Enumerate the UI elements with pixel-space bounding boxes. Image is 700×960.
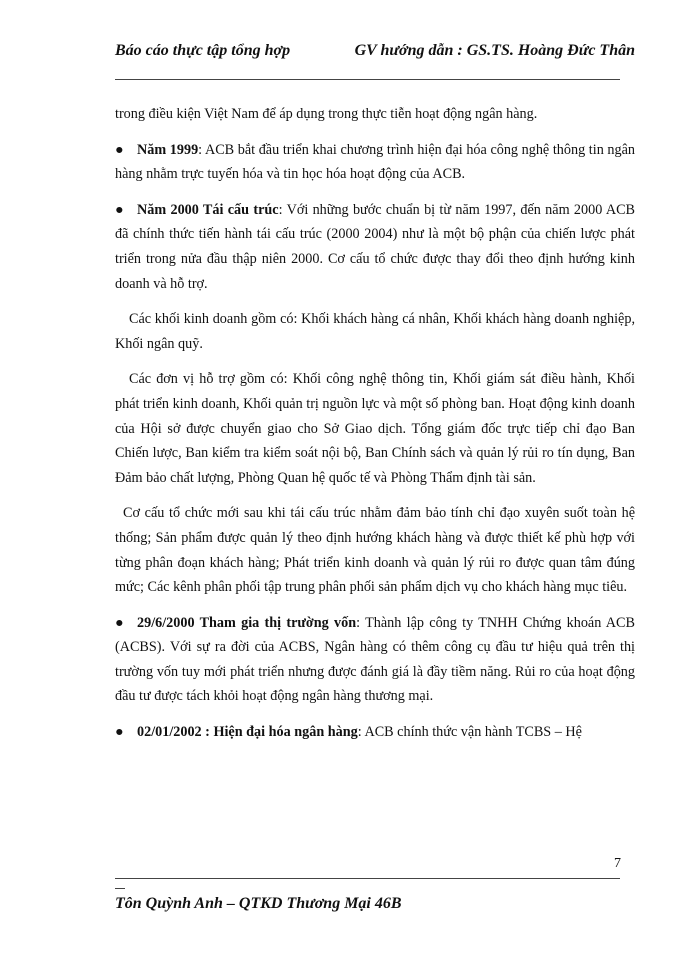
bullet-heading: Năm 2000 Tái cấu trúc (137, 201, 279, 218)
bullet-heading: 29/6/2000 Tham gia thị trường vốn (137, 614, 357, 631)
bullet-heading: Năm 1999 (137, 141, 199, 158)
bullet-icon: ● (115, 141, 124, 158)
bullet-text: : ACB chính thức vận hành TCBS – Hệ (357, 724, 582, 741)
bullet-item-1999 (115, 138, 635, 187)
bullet-heading: 02/01/2002 : Hiện đại hóa ngân hàng (137, 724, 358, 741)
footer-author: Tôn Quỳnh Anh – QTKD Thương Mại 46B (115, 895, 402, 912)
bullet-icon: ● (115, 201, 124, 218)
header-divider (115, 79, 620, 80)
paragraph: Các đơn vị hỗ trợ gồm có: Khối công nghệ thông tin, Khối giám sát điều hành, Khối phát triển kinh doanh, Khối quản trị nguồn lực và một số phòng ban. Hoạt động kinh doanh của Hội sở được chuyển giao cho Sở Giao dịch. Tổng giám đốc trực tiếp chỉ đạo Ban Chiến lược, Ban kiểm tra kiểm soát nội bộ, Ban Chính sách và quản lý rủi ro tín dụng, Ban Đảm bảo chất lượng, Phòng Quan hệ quốc tế và Phòng Thẩm định tài sản. (115, 371, 635, 486)
header-advisor: GV hướng dẫn : GS.TS. Hoàng Đức Thân (354, 42, 635, 59)
page-number: 7 (614, 856, 621, 871)
paragraph: trong điều kiện Việt Nam để áp dụng trong thực tiễn hoạt động ngân hàng. (115, 106, 538, 122)
header-report-title: Báo cáo thực tập tổng hợp (115, 42, 291, 59)
bullet-text: : Thành lập công ty TNHH Chứng khoán ACB (ACBS). Với sự ra đời của ACBS, Ngân hàng có thêm công cụ đầu tư hiệu quả trên thị trường vốn tuy mới phát triển nhưng được đánh giá là đầy tiềm năng. Rủi ro của hoạt động đầu tư được tách khỏi hoạt động ngân hàng thương mại. (115, 614, 635, 705)
bullet-item-2000 (115, 198, 635, 296)
bullet-item-2002 (115, 720, 635, 745)
bullet-text: : Với những bước chuẩn bị từ năm 1997, đến năm 2000 ACB đã chính thức tiến hành tái cấu trúc (2000 2004) như là một bộ phận của chiến lược phát triển trong nửa đầu thập niên 2000. Cơ cấu tổ chức được thay đổi theo định hướng kinh doanh và hỗ trợ. (115, 201, 636, 292)
bullet-icon: ● (115, 614, 124, 631)
paragraph: Cơ cấu tổ chức mới sau khi tái cấu trúc nhằm đảm bảo tính chỉ đạo xuyên suốt toàn hệ thống; Sản phẩm được quản lý theo định hướng khách hàng và được thiết kế phù hợp với từng phân đoạn khách hàng; Phát triển kinh doanh và quản lý rủi ro được quan tâm đúng mức; Các kênh phân phối tập trung phân phối sản phẩm dịch vụ cho khách hàng mục tiêu. (115, 505, 635, 596)
footer-divider (115, 878, 620, 879)
document-body (115, 102, 635, 756)
page-header (115, 42, 635, 68)
bullet-icon: ● (115, 724, 124, 741)
footer-mark (115, 888, 125, 889)
paragraph: Các khối kinh doanh gồm có: Khối khách hàng cá nhân, Khối khách hàng doanh nghiệp, Khối ngân quỹ. (115, 311, 635, 352)
bullet-item-2000-capital-market (115, 611, 635, 709)
bullet-text: : ACB bắt đầu triển khai chương trình hiện đại hóa công nghệ thông tin ngân hàng nhằm trực tuyến hóa và tin học hóa hoạt động của ACB. (115, 141, 635, 183)
